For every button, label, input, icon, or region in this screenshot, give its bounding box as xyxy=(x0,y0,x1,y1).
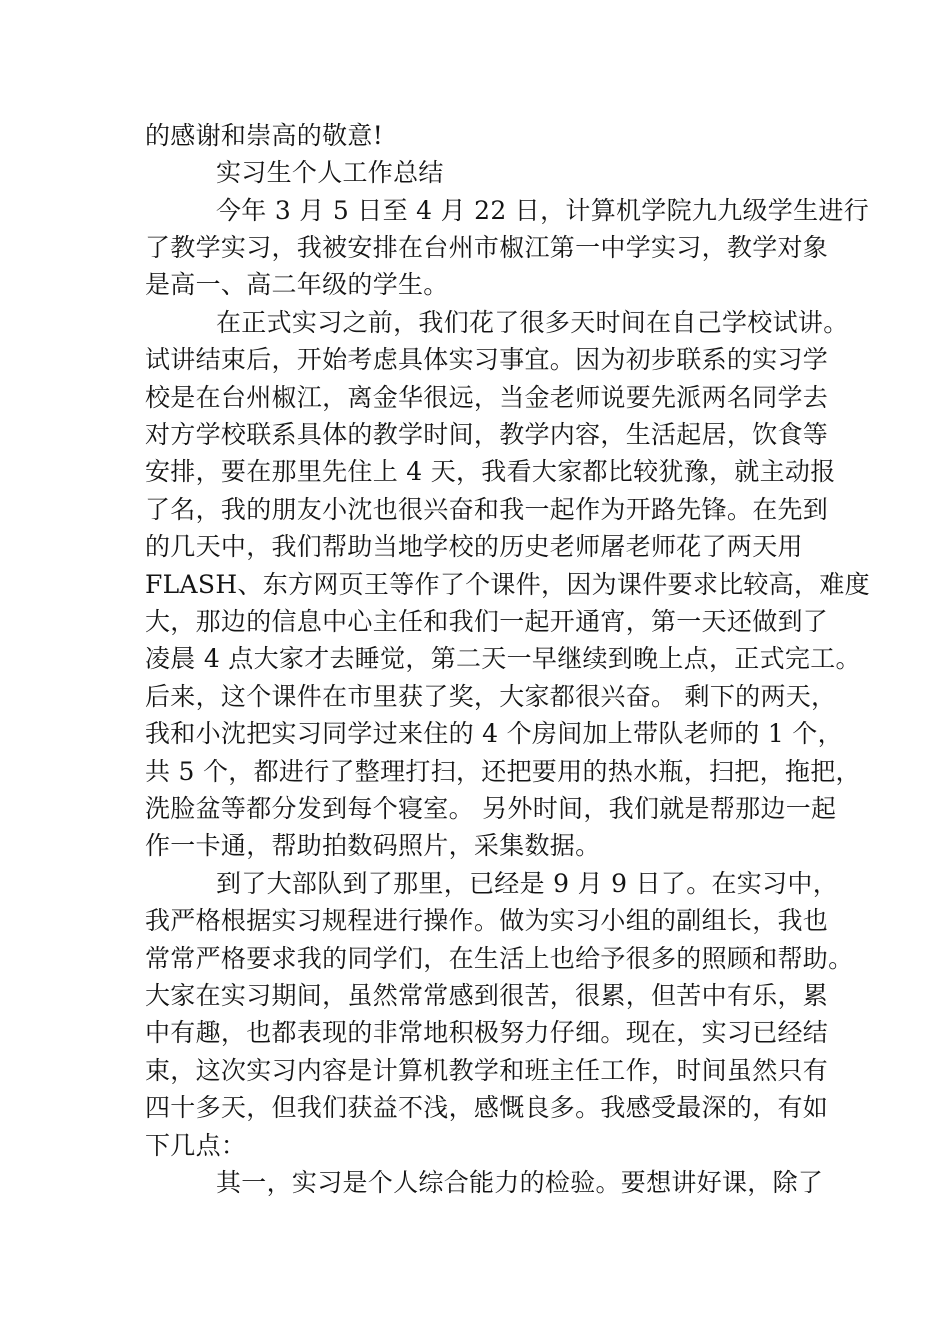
text-line: 凌晨 4 点大家才去睡觉，第二天一早继续到晚上点，正式完工。 xyxy=(145,644,861,673)
text-line: 的感谢和崇高的敬意! xyxy=(145,121,384,150)
text-line: 束，这次实习内容是计算机教学和班主任工作，时间虽然只有 xyxy=(145,1056,829,1085)
text-line: 四十多天，但我们获益不浅，感慨良多。我感受最深的，有如 xyxy=(145,1093,829,1122)
text-line: 我和小沈把实习同学过来住的 4 个房间加上带队老师的 1 个， xyxy=(145,719,843,748)
text-line: 的几天中，我们帮助当地学校的历史老师屠老师花了两天用 xyxy=(145,532,803,561)
text-line: 安排，要在那里先住上 4 天，我看大家都比较犹豫，就主动报 xyxy=(145,457,836,486)
text-line: 中有趣，也都表现的非常地积极努力仔细。现在，实习已经结 xyxy=(145,1018,829,1047)
text-line: 后来，这个课件在市里获了奖，大家都很兴奋。 剩下的两天， xyxy=(145,682,837,711)
text-line: 洗脸盆等都分发到每个寝室。 另外时间，我们就是帮那边一起 xyxy=(145,794,837,823)
text-line: 今年 3 月 5 日至 4 月 22 日，计算机学院九九级学生进行 xyxy=(216,196,870,225)
text-line: 到了大部队到了那里，已经是 9 月 9 日了。在实习中， xyxy=(216,869,839,898)
text-line: 我严格根据实习规程进行操作。做为实习小组的副组长，我也 xyxy=(145,906,829,935)
text-line: 共 5 个，都进行了整理打扫，还把要用的热水瓶，扫把，拖把， xyxy=(145,757,861,786)
section-title: 实习生个人工作总结 xyxy=(216,158,444,187)
text-line: 试讲结束后，开始考虑具体实习事宜。因为初步联系的实习学 xyxy=(145,345,829,374)
text-line: 其一，实习是个人综合能力的检验。要想讲好课，除了 xyxy=(216,1168,824,1197)
text-line: 大，那边的信息中心主任和我们一起开通宵，第一天还做到了 xyxy=(145,607,829,636)
text-line: 是高一、高二年级的学生。 xyxy=(145,270,449,299)
text-line: 在正式实习之前，我们花了很多天时间在自己学校试讲。 xyxy=(216,308,849,337)
text-line: 校是在台州椒江，离金华很远，当金老师说要先派两名同学去 xyxy=(145,383,829,412)
text-line: 大家在实习期间，虽然常常感到很苦，很累，但苦中有乐，累 xyxy=(145,981,829,1010)
text-line: 下几点： xyxy=(145,1131,247,1160)
text-line: FLASH、东方网页王等作了个课件，因为课件要求比较高，难度 xyxy=(145,570,870,599)
text-line: 对方学校联系具体的教学时间，教学内容，生活起居，饮食等 xyxy=(145,420,829,449)
text-line: 常常严格要求我的同学们，在生活上也给予很多的照顾和帮助。 xyxy=(145,944,854,973)
text-line: 作一卡通，帮助拍数码照片，采集数据。 xyxy=(145,831,601,860)
text-line: 了教学实习，我被安排在台州市椒江第一中学实习，教学对象 xyxy=(145,233,829,262)
text-line: 了名，我的朋友小沈也很兴奋和我一起作为开路先锋。在先到 xyxy=(145,495,829,524)
